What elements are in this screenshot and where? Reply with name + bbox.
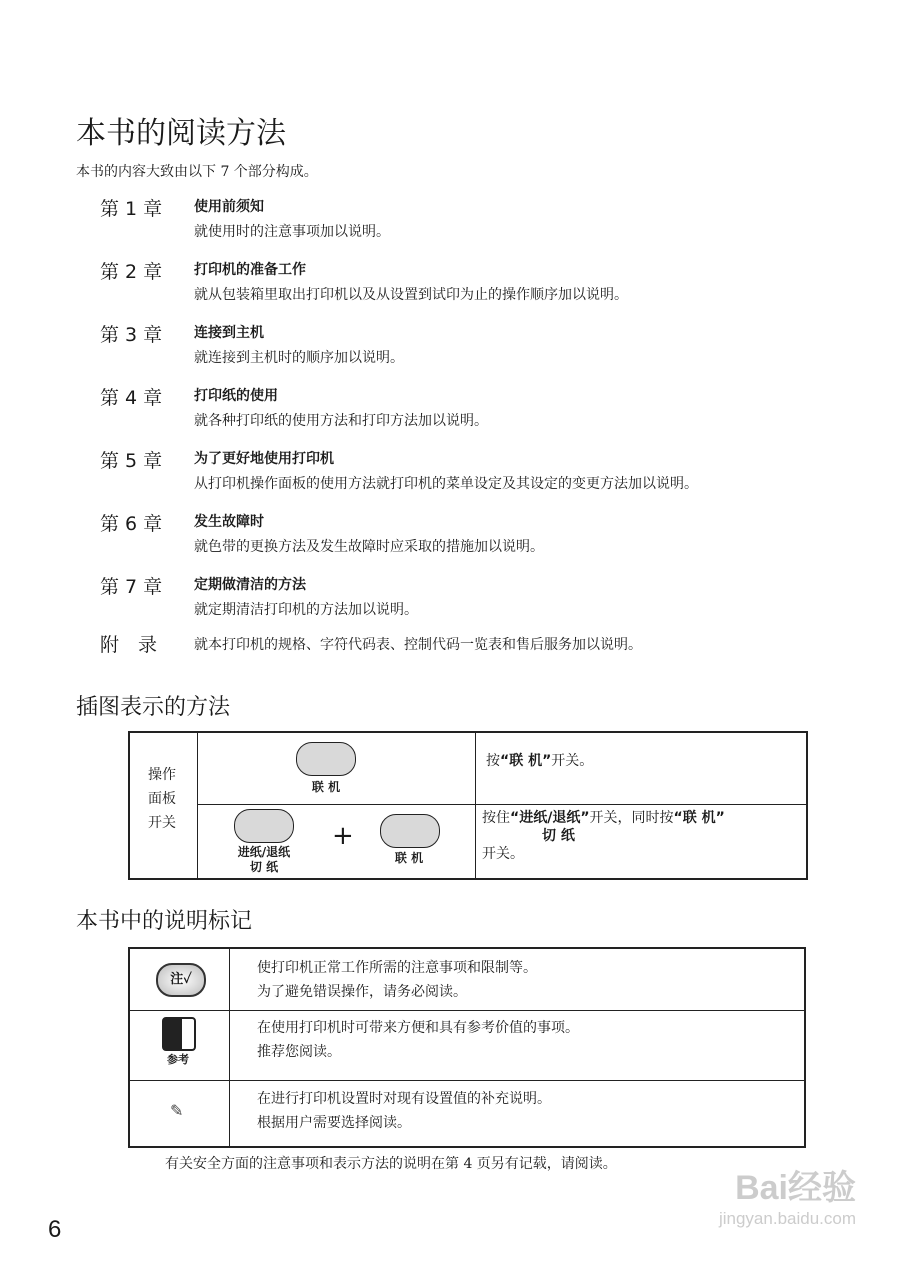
chapter-heading: 为了更好地使用打印机 — [194, 451, 334, 467]
feed-button-icon — [234, 809, 294, 843]
illustration-table — [128, 731, 808, 880]
chapter-heading: 打印纸的使用 — [194, 388, 278, 404]
online-button-label: 联 机 — [394, 850, 424, 865]
page-title: 本书的阅读方法 — [76, 116, 286, 151]
marks-section-title: 本书中的说明标记 — [76, 909, 253, 934]
row2-description — [476, 804, 808, 879]
chapter-desc: 从打印机操作面板的使用方法就打印机的菜单设定及其设定的变更方法加以说明。 — [194, 476, 698, 492]
intro-text: 本书的内容大致由以下 7 个部分构成。 — [76, 164, 318, 180]
chapter-label: 第 5 章 — [100, 450, 163, 472]
icon-cell — [129, 1080, 230, 1147]
row1-illustration — [198, 732, 476, 804]
chapter-entry — [100, 200, 800, 260]
key-name: “联 机” — [500, 753, 552, 769]
chapter-label: 第 6 章 — [100, 513, 163, 535]
chapter-entry — [100, 578, 800, 638]
chapter-heading: 定期做清洁的方法 — [194, 577, 306, 593]
text: 开关。 — [482, 845, 524, 862]
appendix-label: 附 录 — [100, 634, 158, 656]
online-button-icon — [380, 814, 440, 848]
chapter-desc: 就从包装箱里取出打印机以及从设置到试印为止的操作顺序加以说明。 — [194, 287, 628, 303]
chapter-entry — [100, 326, 800, 386]
row-label-line: 面板 — [148, 791, 176, 807]
online-button-label: 联 机 — [311, 780, 341, 794]
illustration-section-title: 插图表示的方法 — [76, 695, 231, 720]
text: 按住 — [482, 809, 510, 826]
reference-book-icon — [158, 1017, 198, 1066]
row2-illustration — [198, 804, 476, 879]
text-line: 在进行打印机设置时对现有设置值的补充说明。 — [257, 1090, 551, 1107]
text-line: 根据用户需要选择阅读。 — [257, 1114, 411, 1131]
plus-sign: + — [332, 820, 354, 851]
chapter-label: 第 2 章 — [100, 261, 163, 283]
label-line: 进纸/退纸 — [237, 844, 291, 859]
chapter-entry — [100, 515, 800, 575]
text-line: 使打印机正常工作所需的注意事项和限制等。 — [257, 960, 537, 976]
icon-cell — [129, 1010, 230, 1080]
text-line: 在使用打印机时可带来方便和具有参考价值的事项。 — [257, 1019, 579, 1036]
text: 开关。 — [551, 753, 594, 769]
page-number: 6 — [48, 1216, 62, 1243]
row-label-line: 操作 — [148, 767, 176, 783]
mark-description — [230, 1010, 806, 1080]
key-name: “联 机” — [673, 809, 725, 826]
chapter-heading: 打印机的准备工作 — [194, 262, 306, 278]
chapter-heading: 发生故障时 — [194, 514, 264, 530]
feed-button-label — [224, 845, 304, 875]
text: 按 — [486, 753, 500, 769]
chapter-heading: 连接到主机 — [194, 325, 264, 341]
row-label-cell — [129, 732, 198, 879]
mark-description — [230, 1080, 806, 1147]
text-line: 为了避免错误操作，请务必阅读。 — [257, 984, 467, 1000]
caution-icon: 注✓ — [156, 963, 206, 997]
chapter-desc: 就各种打印纸的使用方法和打印方法加以说明。 — [194, 413, 488, 429]
chapter-desc: 就连接到主机时的顺序加以说明。 — [194, 350, 404, 366]
chapter-label: 第 3 章 — [100, 324, 163, 346]
chapter-desc: 就定期清洁打印机的方法加以说明。 — [194, 602, 418, 618]
key-name-sub: 切 纸 — [542, 827, 575, 844]
key-name: “进纸/退纸” — [510, 809, 590, 826]
pencil-icon: ✎ — [170, 1100, 184, 1120]
label-line: 切 纸 — [249, 859, 279, 874]
chapter-label: 第 1 章 — [100, 198, 163, 220]
watermark-url: jingyan.baidu.com — [718, 1209, 856, 1228]
appendix-desc: 就本打印机的规格、字符代码表、控制代码一览表和售后服务加以说明。 — [194, 637, 642, 653]
chapter-entry — [100, 263, 800, 323]
icon-cell — [129, 948, 230, 1010]
safety-note: 有关安全方面的注意事项和表示方法的说明在第 4 页另有记载，请阅读。 — [165, 1156, 617, 1172]
chapter-heading: 使用前须知 — [194, 199, 264, 215]
text: 开关，同时按 — [589, 809, 674, 826]
chapter-entry — [100, 389, 800, 449]
online-button-icon — [296, 742, 356, 776]
icon-text: 注 — [170, 972, 184, 987]
watermark — [719, 1160, 856, 1229]
chapter-label: 第 7 章 — [100, 576, 163, 598]
text-line: 推荐您阅读。 — [257, 1043, 341, 1060]
chapter-desc: 就使用时的注意事项加以说明。 — [194, 224, 390, 240]
mark-description — [230, 948, 806, 1010]
chapter-entry — [100, 452, 800, 512]
chapter-desc: 就色带的更换方法及发生故障时应采取的措施加以说明。 — [194, 539, 544, 555]
appendix-entry — [100, 636, 800, 696]
chapter-label: 第 4 章 — [100, 387, 163, 409]
marks-table — [128, 947, 806, 1148]
row-label-line: 开关 — [148, 815, 176, 831]
icon-text: 参考 — [167, 1052, 189, 1066]
watermark-brand: Bai经验 — [735, 1169, 856, 1207]
row1-description — [476, 732, 808, 804]
